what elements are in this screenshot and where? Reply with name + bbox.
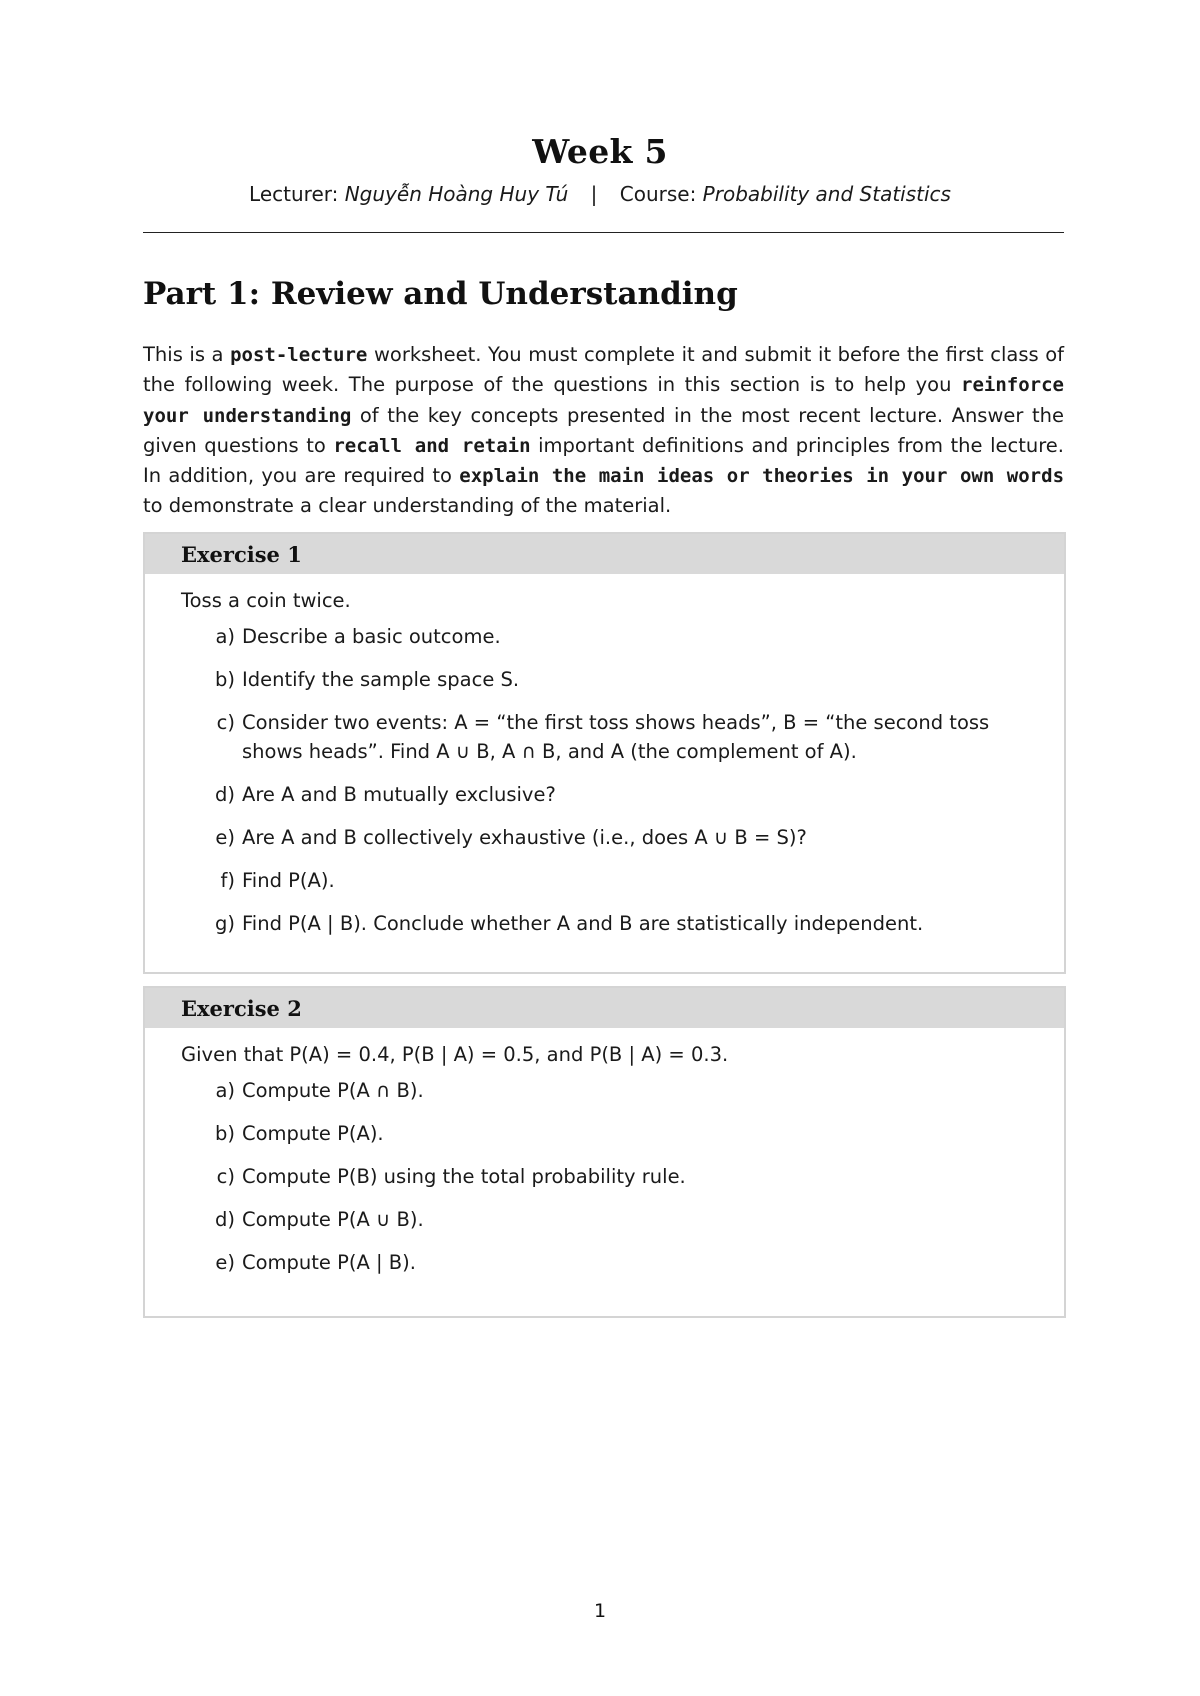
question-text: Compute P(A ∪ B). <box>242 1208 424 1231</box>
question-label: c) <box>216 1165 235 1188</box>
question-text: Consider two events: A = “the first toss shows heads”, B = “the second toss shows heads”. Find A ∪ B, A ∩ B, and A (the complement of A). <box>242 711 990 763</box>
question-item <box>181 1205 1028 1234</box>
exercise-2-title: Exercise 2 <box>145 988 1064 1028</box>
exercise-1-questions <box>181 622 1028 938</box>
question-label: d) <box>215 783 235 806</box>
question-text: Find P(A). <box>242 869 335 892</box>
lecturer-label: Lecturer: <box>249 182 339 206</box>
question-label: d) <box>215 1208 235 1231</box>
question-label: a) <box>215 625 235 648</box>
course-label: Course: <box>619 182 697 206</box>
exercise-2-questions <box>181 1076 1028 1277</box>
question-text: Are A and B collectively exhaustive (i.e., does A ∪ B = S)? <box>242 826 807 849</box>
page-title: Week 5 <box>532 132 668 171</box>
question-item <box>181 1119 1028 1148</box>
question-item <box>181 866 1028 895</box>
question-item <box>181 1076 1028 1105</box>
lecture-info <box>0 182 1200 206</box>
intro-text-2: worksheet. You must complete it and submit it before the first class of the following week. The purpose of the questions in this section is to help you <box>143 343 1064 397</box>
question-item <box>181 1248 1028 1277</box>
exercise-2-intro: Given that P(A) = 0.4, P(B | A) = 0.5, and P(B | A) = 0.3. <box>181 1043 729 1066</box>
intro-text-3: of the key concepts presented in the most recent lecture. Answer the given questions to <box>143 403 1064 457</box>
question-text: Compute P(A | B). <box>242 1251 416 1274</box>
question-label: e) <box>215 826 235 849</box>
question-label: b) <box>215 1122 235 1145</box>
question-item <box>181 909 1028 938</box>
intro-text-5: to demonstrate a clear understanding of the material. <box>143 494 672 518</box>
intro-bold-3: recall and retain <box>333 434 531 457</box>
question-item <box>181 1162 1028 1191</box>
question-text: Identify the sample space S. <box>242 668 520 691</box>
question-text: Describe a basic outcome. <box>242 625 501 648</box>
question-label: f) <box>220 869 235 892</box>
question-label: e) <box>215 1251 235 1274</box>
question-item <box>181 823 1028 852</box>
intro-text-1: This is a <box>143 343 231 366</box>
section-intro-paragraph <box>143 340 1064 521</box>
question-item <box>181 708 1028 766</box>
question-item <box>181 780 1028 809</box>
exercise-2-box <box>143 986 1066 1318</box>
page-number: 1 <box>593 1600 607 1622</box>
course-name: Probability and Statistics <box>702 182 951 206</box>
question-text: Are A and B mutually exclusive? <box>242 783 556 806</box>
intro-bold-1: post-lecture <box>230 344 368 366</box>
exercise-1-title: Exercise 1 <box>145 534 1064 574</box>
question-label: c) <box>216 711 235 734</box>
question-label: g) <box>215 912 235 935</box>
question-text: Compute P(A ∩ B). <box>242 1079 424 1102</box>
question-label: a) <box>215 1079 235 1102</box>
exercise-1-box <box>143 532 1066 974</box>
intro-bold-2: reinforce your understanding <box>143 374 1064 427</box>
intro-bold-4: explain the main ideas or theories in your own words <box>459 465 1065 488</box>
intro-text-4: important definitions and principles from the lecture. In addition, you are required to <box>143 433 1064 488</box>
question-text: Compute P(B) using the total probability rule. <box>242 1165 686 1188</box>
lecturer-name: Nguyễn Hoàng Huy Tú <box>344 182 569 206</box>
info-separator: | <box>590 182 598 206</box>
exercise-1-intro: Toss a coin twice. <box>181 589 351 612</box>
section-heading: Part 1: Review and Understanding <box>143 276 738 312</box>
question-text: Compute P(A). <box>242 1122 384 1145</box>
question-item <box>181 665 1028 694</box>
header-divider <box>143 232 1064 233</box>
question-item <box>181 622 1028 651</box>
question-text: Find P(A | B). Conclude whether A and B are statistically independent. <box>242 912 924 935</box>
question-label: b) <box>215 668 235 691</box>
